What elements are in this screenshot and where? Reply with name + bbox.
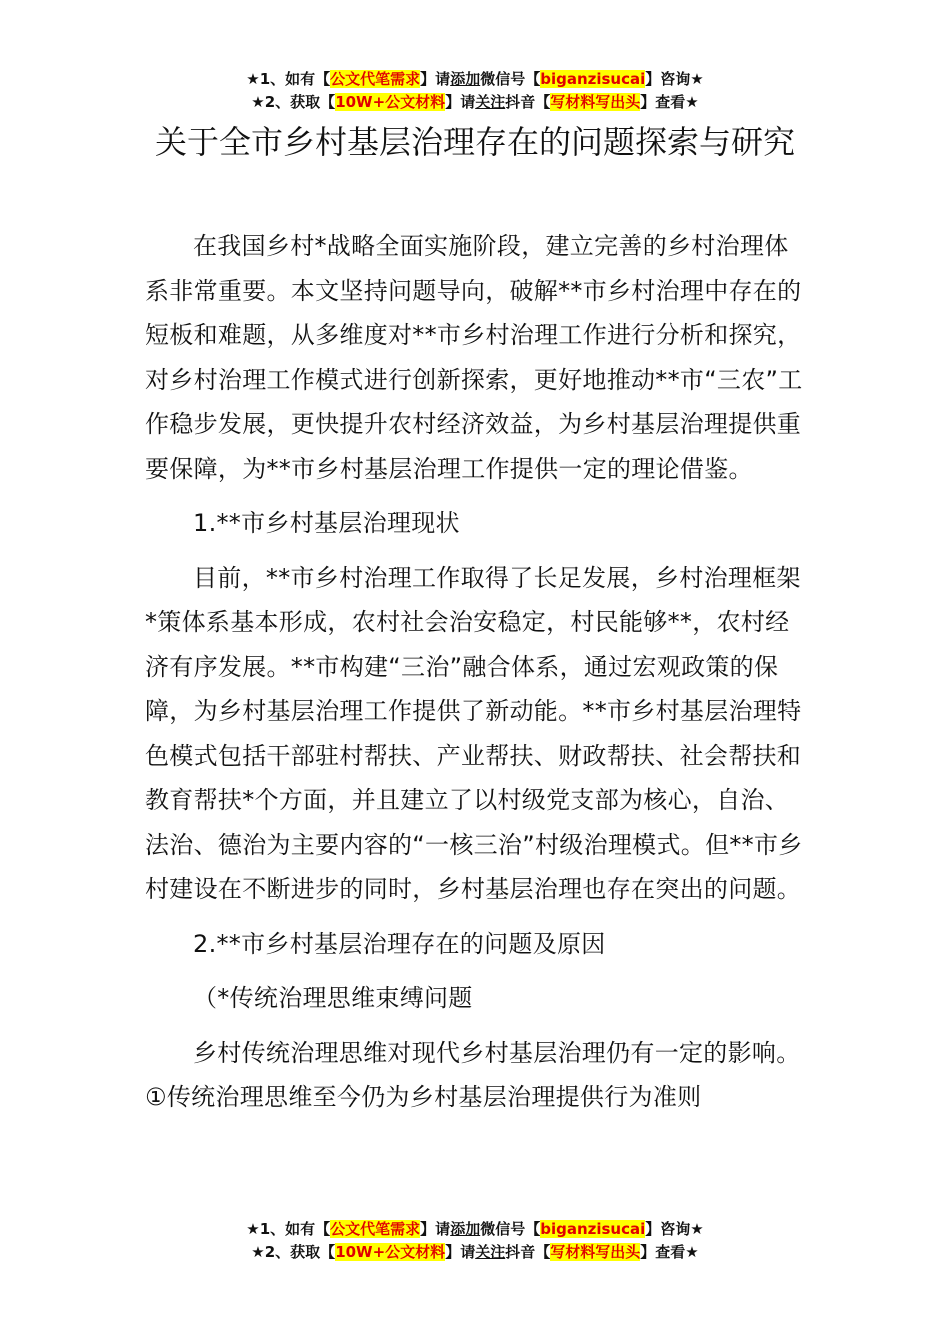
promo-text: ★2、获取【 <box>251 93 336 111</box>
promo-text: 】请 <box>420 70 451 88</box>
promo-underline: 关注 <box>475 1243 506 1261</box>
promo-highlight: 10W+公文材料 <box>335 93 446 111</box>
promo-text: ★1、如有【 <box>246 70 331 88</box>
section-heading-1: 1.**市乡村基层治理现状 <box>193 509 460 537</box>
section-heading-2: 2.**市乡村基层治理存在的问题及原因 <box>193 929 606 958</box>
promo-highlight: biganzisucai <box>540 70 646 88</box>
promo-text: 微信号【 <box>480 1220 541 1238</box>
promo-text: 】请 <box>445 1243 476 1261</box>
promo-highlight: 写材料写出头 <box>550 93 641 111</box>
promo-banner-top <box>0 68 950 114</box>
paragraph-intro: 在我国乡村*战略全面实施阶段，建立完善的乡村治理体系非常重要。本文坚持问题导向，破解**市乡村治理中存在的短板和难题，从多维度对**市乡村治理工作进行分析和探究，对乡村治理工作模式进行创新探索，更好地推动**市“三农”工作稳步发展，更快提升农村经济效益，为乡村基层治理提供重要保障，为**市乡村基层治理工作提供一定的理论借鉴。 <box>145 232 803 483</box>
promo-highlight: 公文代笔需求 <box>330 1220 421 1238</box>
promo-underline: 添加 <box>450 1220 481 1238</box>
promo-text: 】咨询★ <box>645 1220 704 1238</box>
promo-text: ★2、获取【 <box>251 1243 336 1261</box>
promo-text: ★1、如有【 <box>246 1220 331 1238</box>
promo-text: 】咨询★ <box>645 70 704 88</box>
document-title: 关于全市乡村基层治理存在的问题探索与研究 <box>154 123 795 161</box>
promo-line-1 <box>0 1218 950 1241</box>
promo-text: 】请 <box>445 93 476 111</box>
promo-highlight: 写材料写出头 <box>550 1243 641 1261</box>
promo-text: 抖音【 <box>505 93 551 111</box>
promo-line-2 <box>0 91 950 114</box>
promo-highlight: biganzisucai <box>540 1220 646 1238</box>
promo-text: 微信号【 <box>480 70 541 88</box>
promo-line-1 <box>0 68 950 91</box>
document-body <box>145 224 807 1120</box>
promo-text: 抖音【 <box>505 1243 551 1261</box>
paragraph-status: 目前，**市乡村治理工作取得了长足发展，乡村治理框架*策体系基本形成，农村社会治安稳定，村民能够**，农村经济有序发展。**市构建“三治”融合体系，通过宏观政策的保障，为乡村基层治理工作提供了新动能。**市乡村基层治理特色模式包括干部驻村帮扶、产业帮扶、财政帮扶、社会帮扶和教育帮扶*个方面，并且建立了以村级党支部为核心，自治、法治、德治为主要内容的“一核三治”村级治理模式。但**市乡村建设在不断进步的同时，乡村基层治理也存在突出的问题。 <box>145 563 803 903</box>
promo-banner-bottom <box>0 1218 950 1264</box>
promo-underline: 添加 <box>450 70 481 88</box>
promo-line-2 <box>0 1241 950 1264</box>
promo-text: 】查看★ <box>640 93 699 111</box>
promo-highlight: 公文代笔需求 <box>330 70 421 88</box>
promo-highlight: 10W+公文材料 <box>335 1243 446 1261</box>
paragraph-problem: 乡村传统治理思维对现代乡村基层治理仍有一定的影响。①传统治理思维至今仍为乡村基层治理提供行为准则 <box>145 1038 801 1111</box>
subsection-heading: （*传统治理思维束缚问题 <box>193 984 473 1012</box>
promo-underline: 关注 <box>475 93 506 111</box>
promo-text: 】查看★ <box>640 1243 699 1261</box>
promo-text: 】请 <box>420 1220 451 1238</box>
